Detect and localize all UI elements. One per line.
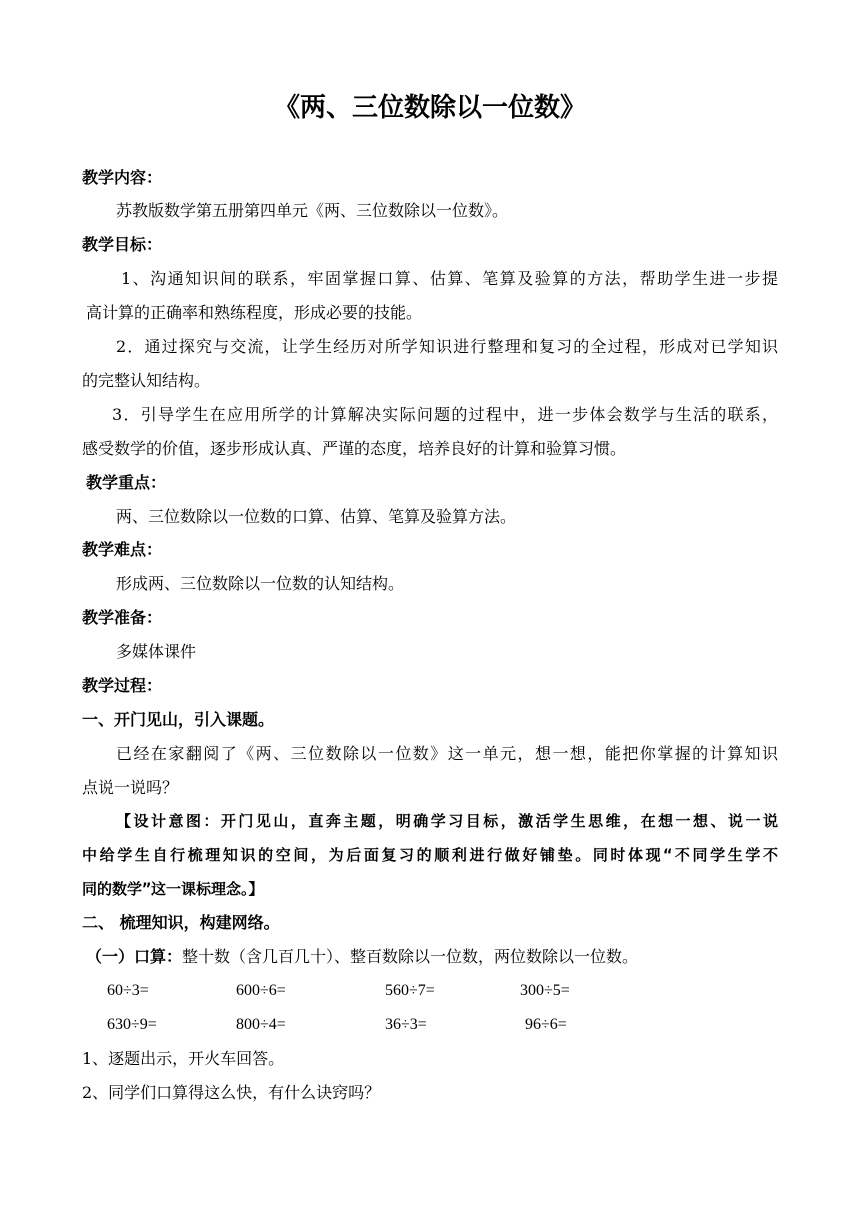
content-heading: 教学内容：	[82, 168, 163, 187]
oral-calculation-line	[86, 945, 638, 969]
question-1: 1、逐题出示，开火车回答。	[82, 1049, 285, 1068]
content-text: 苏教版数学第五册第四单元《两、三位数除以一位数》。	[116, 201, 509, 220]
design-intent-line-1: 【设计意图：开门见山，直奔主题，明确学习目标，激活学生思维，在想一想、说一说	[116, 812, 778, 830]
oral-calculation-text: 整十数（含几百几十）、整百数除以一位数，两位数除以一位数。	[182, 947, 639, 966]
step-1-line-2: 点说一说吗？	[82, 778, 179, 797]
goal-1-line-1: 1、沟通知识间的联系，牢固掌握口算、估算、笔算及验算的方法，帮助学生进一步提	[121, 269, 778, 288]
calc-item: 60÷3=	[107, 982, 149, 999]
key-points-heading: 教学重点：	[86, 473, 167, 492]
design-intent-line-3: 同的数学”这一课标理念。】	[82, 880, 264, 898]
difficulty-heading: 教学难点：	[82, 540, 163, 559]
preparation-heading: 教学准备：	[82, 608, 163, 627]
calc-item: 96÷6=	[525, 1016, 567, 1033]
document-title: 《两、三位数除以一位数》	[273, 93, 586, 123]
calc-item: 560÷7=	[385, 982, 435, 999]
goal-1-line-2: 高计算的正确率和熟练程度，形成必要的技能。	[86, 303, 423, 322]
process-heading: 教学过程：	[82, 676, 163, 695]
step-1-heading: 一、开门见山，引入课题。	[82, 710, 275, 729]
design-intent-line-2: 中给学生自行梳理知识的空间，为后面复习的顺利进行做好铺垫。同时体现“不同学生学不	[82, 846, 778, 864]
key-points-text: 两、三位数除以一位数的口算、估算、笔算及验算方法。	[116, 507, 517, 526]
goal-3-line-2: 感受数学的价值，逐步形成认真、严谨的态度，培养良好的计算和验算习惯。	[82, 439, 627, 458]
calc-item: 36÷3=	[385, 1016, 427, 1033]
goal-2-line-2: 的完整认知结构。	[82, 371, 211, 390]
calc-item: 800÷4=	[236, 1016, 286, 1033]
oral-calculation-label: （一）口算：	[86, 947, 183, 966]
calc-item: 300÷5=	[520, 982, 570, 999]
difficulty-text: 形成两、三位数除以一位数的认知结构。	[116, 574, 405, 593]
preparation-text: 多媒体课件	[116, 642, 197, 661]
goal-2-line-1: 2．通过探究与交流，让学生经历对所学知识进行整理和复习的全过程，形成对已学知识	[116, 337, 778, 356]
question-2: 2、同学们口算得这么快，有什么诀窍吗？	[82, 1083, 381, 1102]
calc-item: 630÷9=	[107, 1016, 157, 1033]
goal-3-line-1: 3．引导学生在应用所学的计算解决实际问题的过程中，进一步体会数学与生活的联系，	[112, 405, 778, 424]
step-2-heading: 二、 梳理知识，构建网络。	[82, 913, 280, 932]
goals-heading: 教学目标：	[82, 235, 163, 254]
calc-item: 600÷6=	[236, 982, 286, 999]
step-1-line-1: 已经在家翻阅了《两、三位数除以一位数》这一单元，想一想，能把你掌握的计算知识	[116, 744, 778, 763]
